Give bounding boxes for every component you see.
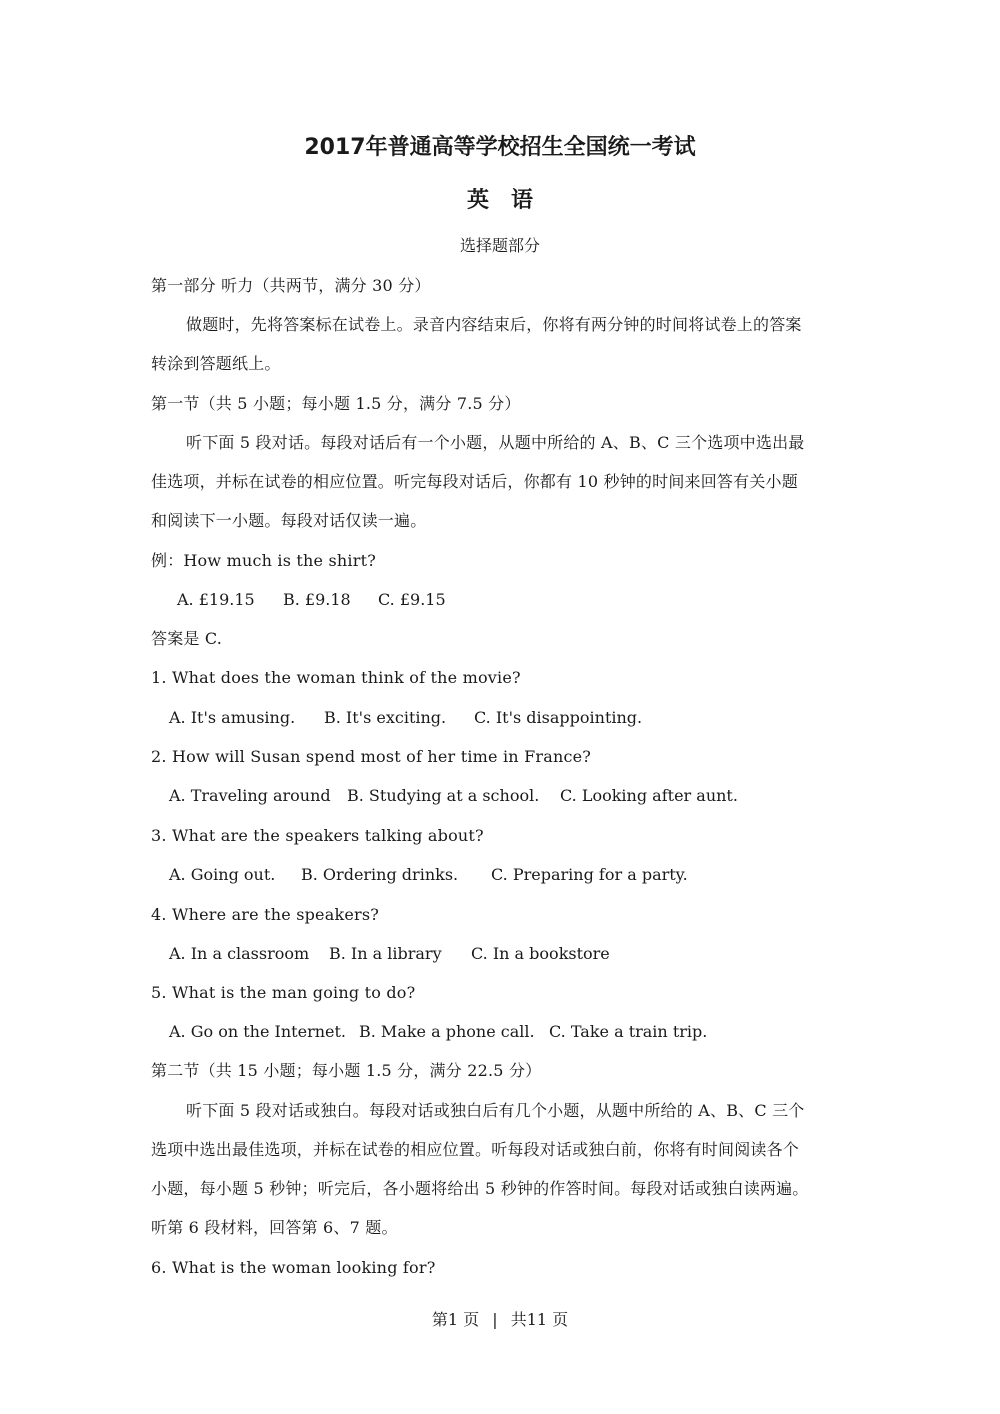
question-1-option-a: A. It's amusing. — [169, 708, 296, 727]
question-1: 1. What does the woman think of the movie? — [151, 668, 521, 687]
section1-heading: 第一节（共 5 小题；每小题 1.5 分，满分 7.5 分） — [151, 394, 521, 413]
example-question: 例：How much is the shirt? — [151, 551, 376, 570]
question-4-option-b: B. In a library — [329, 944, 442, 963]
question-3-option-a: A. Going out. — [169, 865, 276, 884]
question-3-option-b: B. Ordering drinks. — [301, 865, 459, 884]
question-2-option-b: B. Studying at a school. — [347, 786, 540, 805]
section1-instruction-line: 听下面 5 段对话。每段对话后有一个小题，从题中所给的 A、B、C 三个选项中选出最 — [186, 433, 805, 452]
section2-heading: 第二节（共 15 小题；每小题 1.5 分，满分 22.5 分） — [151, 1061, 542, 1080]
page-total: 共11 页 — [510, 1310, 569, 1329]
material-note: 听第 6 段材料，回答第 6、7 题。 — [151, 1218, 398, 1237]
question-5-option-b: B. Make a phone call. — [359, 1022, 535, 1041]
example-option-c: C. £9.15 — [378, 590, 446, 609]
example-option-b: B. £9.18 — [283, 590, 351, 609]
question-3: 3. What are the speakers talking about? — [151, 826, 484, 845]
section1-instruction-line: 佳选项，并标在试卷的相应位置。听完每段对话后，你都有 10 秒钟的时间来回答有关小题 — [151, 472, 798, 491]
question-5-option-c: C. Take a train trip. — [549, 1022, 708, 1041]
question-4: 4. Where are the speakers? — [151, 905, 380, 924]
footer-separator: | — [492, 1310, 498, 1329]
part1-heading: 第一部分 听力（共两节，满分 30 分） — [151, 276, 431, 295]
example-option-a: A. £19.15 — [177, 590, 255, 609]
section1-instruction-line: 和阅读下一小题。每段对话仅读一遍。 — [151, 511, 427, 530]
question-5-option-a: A. Go on the Internet. — [169, 1022, 346, 1041]
section2-instruction-line: 小题，每小题 5 秒钟；听完后，各小题将给出 5 秒钟的作答时间。每段对话或独白读两遍。 — [151, 1179, 809, 1198]
section2-instruction-line: 听下面 5 段对话或独白。每段对话或独白后有几个小题，从题中所给的 A、B、C 三个 — [186, 1101, 805, 1120]
question-3-option-c: C. Preparing for a party. — [491, 865, 688, 884]
page-footer — [0, 1310, 1000, 1330]
question-2-option-c: C. Looking after aunt. — [560, 786, 738, 805]
question-1-option-c: C. It's disappointing. — [474, 708, 643, 727]
question-4-option-c: C. In a bookstore — [471, 944, 610, 963]
question-4-option-a: A. In a classroom — [169, 944, 310, 963]
section-type-label: 选择题部分 — [459, 236, 540, 255]
question-5: 5. What is the man going to do? — [151, 983, 416, 1002]
exam-title: 2017年普通高等学校招生全国统一考试 — [304, 135, 696, 160]
question-2-option-a: A. Traveling around — [169, 786, 331, 805]
page-number: 第1 页 — [431, 1310, 480, 1329]
question-1-option-b: B. It's exciting. — [324, 708, 447, 727]
section2-instruction-line: 选项中选出最佳选项，并标在试卷的相应位置。听每段对话或独白前，你将有时间阅读各个 — [151, 1140, 800, 1159]
example-answer: 答案是 C. — [151, 629, 223, 648]
question-2: 2. How will Susan spend most of her time in France? — [151, 747, 592, 766]
part1-instruction-line: 转涂到答题纸上。 — [151, 354, 281, 373]
exam-subject: 英语 — [466, 188, 555, 213]
part1-instruction-line: 做题时，先将答案标在试卷上。录音内容结束后，你将有两分钟的时间将试卷上的答案 — [186, 315, 802, 334]
question-6: 6. What is the woman looking for? — [151, 1258, 436, 1277]
